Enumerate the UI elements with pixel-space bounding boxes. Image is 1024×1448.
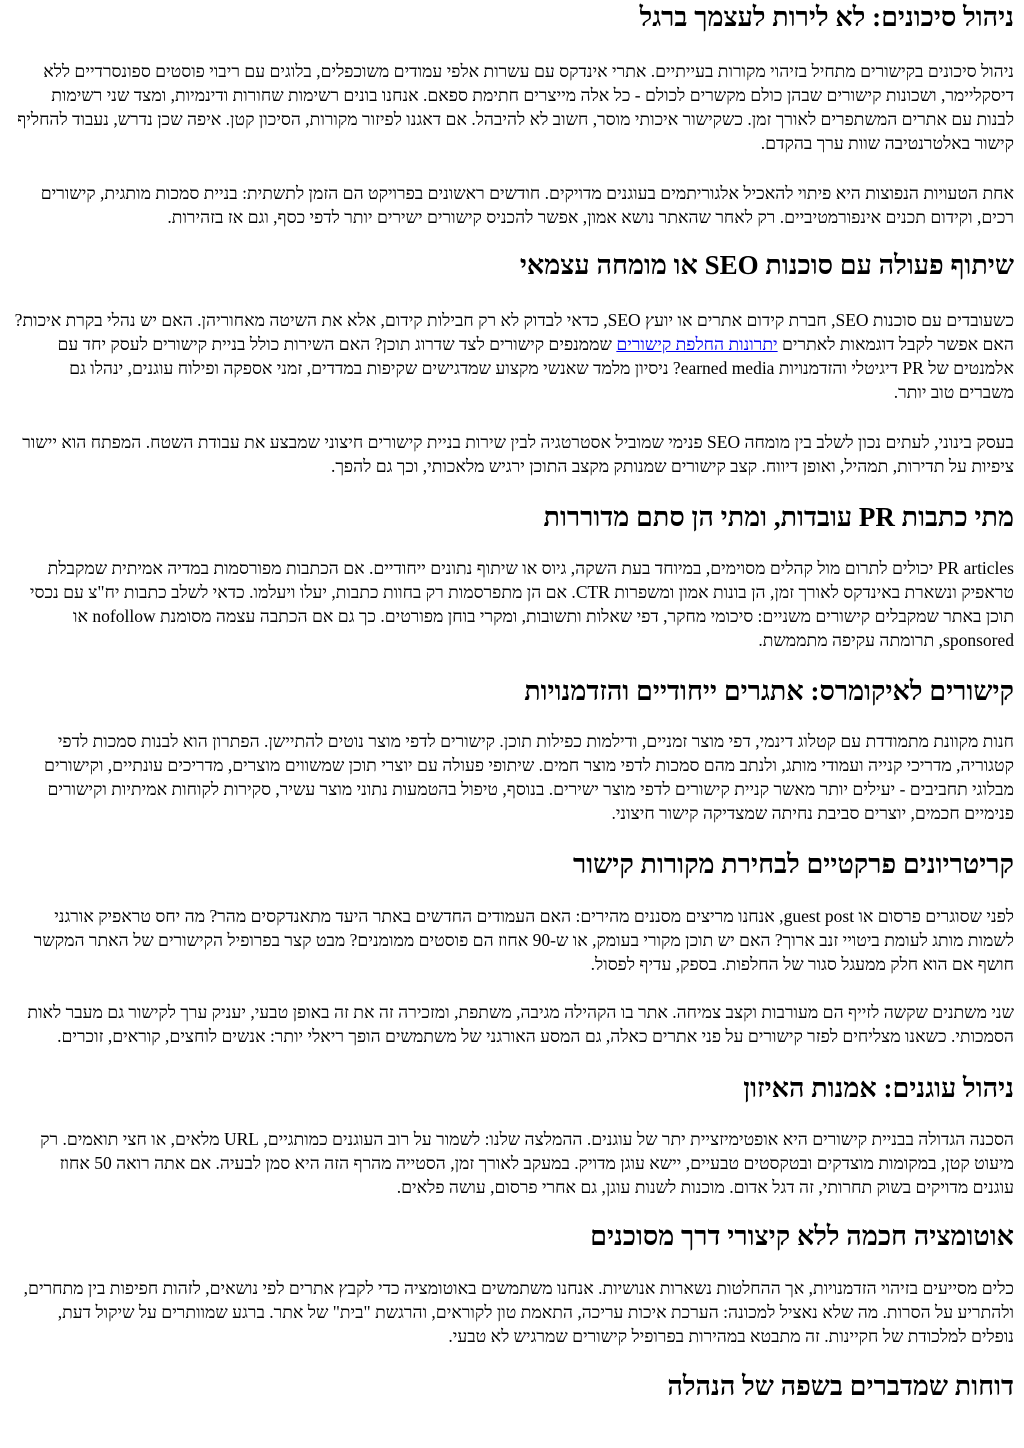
section-heading-seo-agency-collaboration: שיתוף פעולה עם סוכנות SEO או מומחה עצמאי (519, 250, 1014, 280)
paragraph-risk-management-1: ניהול סיכונים בקישורים מתחיל בזיהוי מקורות בעייתיים. אתרי אינדקס עם עשרות אלפי עמודים משוכפלים, בלוגים עם ריבוי פוסטים ספונסרדיים ללא דיסקליימר, ושכונות קישורים שבהן כולם מקשרים לכולם - כל אלה מייצרים חתימת ספאם. אנחנו בונים רשימות שחורות ודינמיות, ומצד שני רשימות לבנות עם אתרים המשתפרים לאורך זמן. כשקישור איכותי מוסר, חשוב לא להיבהל. אם דאגנו לפיזור מקורות, הסיכון קטן. איפה שכן נדרש, נעבוד להחליף קישור באלטרנטיבה שוות ערך בהקדם. (17, 61, 1014, 153)
paragraph-risk-management-2: אחת הטעויות הנפוצות היא פיתוי להאכיל אלגוריתמים בעוגנים מדויקים. חודשים ראשונים בפרויקט הם הזמן לתשתית: בניית סמכות מותגית, קישורים רכים, וקידום תכנים אינפורמטיביים. רק לאחר שהאתר נושא אמון, אפשר להכניס קישורים ישירים יותר לדפי כסף, וגם אז בזהירות. (40, 183, 1014, 227)
paragraph-seo-agency-1-text-after: שממנפים קישורים לצד שדרוג תוכן? האם השירות כולל בניית קישורים לעסק יחד עם אלמנטים של PR דיגיטלי והזדמנויות earned media? ניסיון מלמד שאנשי מקצוע שמדגישים שקיפות במדדים, זמני אספקה ופילוח עוגנים, ינהלו גם משברים טוב יותר. (57, 334, 1014, 402)
section-heading-smart-automation: אוטומציה חכמה ללא קיצורי דרך מסוכנים (590, 1221, 1014, 1251)
section-heading-ecommerce-links: קישורים לאיקומרס: אתגרים ייחודיים והזדמנויות (524, 676, 1014, 706)
paragraph-link-criteria-2: שני משתנים שקשה לזייף הם מעורבות וקצב צמיחה. אתר בו הקהילה מגיבה, משתפת, ומזכירה זה את זה באופן טבעי, יעניק ערך לקישור גם מעבר לאות הסמכותי. כשאנו מצליחים לפזר קישורים על פני אתרים כאלה, גם המסע האורגני של משתמשים הופך ריאלי יותר: אנשים לוחצים, קוראים, זוכרים. (27, 1002, 1014, 1046)
section-heading-anchor-management: ניהול עוגנים: אמנות האיזון (743, 1073, 1014, 1103)
paragraph-seo-agency-1-text-before: כשעובדים עם סוכנות SEO, חברת קידום אתרים או יועץ SEO, כדאי לבדוק לא רק חבילות קידום, אלא את השיטה מאחוריהן. האם יש נהלי בקרת איכות? האם אפשר לקבל דוגמאות לאתרים (14, 310, 1014, 354)
paragraph-ecommerce-1: חנות מקוונת מתמודדת עם קטלוג דינמי, דפי מוצר זמניים, ודילמות כפילות תוכן. קישורים לדפי מוצר נוטים להתיישן. הפתרון הוא לבנות סמכות לדפי קטגוריה, מדריכי קנייה ועמודי מותג, ולנתב מהם סמכות לדפי מוצר חמים. שיתופי פעולה עם יוצרי תוכן שמשווים מוצרים, מדריכים עונתיים, וקישורים מבלוגי תחביבים - יעילים יותר מאשר קניית קישורים לדפי מוצר ישירים. בנוסף, טיפול בהטמעות נתוני מוצר עשיר, סקירות לקוחות אמיתיות וקישורים פנימיים חכמים, יוצרים סביבת נחיתה שמצדיקה קישור חיצוני. (44, 731, 1014, 823)
paragraph-smart-automation-1: כלים מסייעים בזיהוי הזדמנויות, אך ההחלטות נשארות אנושיות. אנחנו משתמשים באוטומציה כדי לקבץ אתרים לפי נושאים, לזהות חפיפות בין מתחרים, ולהתריע על הסרות. מה שלא נאציל למכונה: הערכת איכות עריכה, התאמת טון לקוראים, והרגשת "בית" של אתר. ברגע שמוותרים על שיקול דעת, נופלים למלכודת של חקיינות. זה מתבטא במהירות בפרופיל קישורים שמרגיש לא טבעי. (23, 1278, 1014, 1346)
section-heading-link-source-criteria: קריטריונים פרקטיים לבחירת מקורות קישור (572, 849, 1014, 879)
paragraph-anchor-management-1: הסכנה הגדולה בבניית קישורים היא אופטימיזציית יתר של עוגנים. ההמלצה שלנו: לשמור על רוב העוגנים כמותגיים, URL מלאים, או חצי תואמים. רק מיעוט קטן, במקומות מוצדקים ובטקסטים טבעיים, יישא עוגן מדויק. במעקב לאורך זמן, הסטייה מהרף הזה היא סמן לבעיה. אם אתה רואה 50 אחוז עוגנים מדויקים בשוק תחרותי, זה דגל אדום. מוכנות לשנות עוגן, גם אחרי פרסום, עושה פלאים. (40, 1129, 1014, 1197)
paragraph-link-criteria-1: לפני שסוגרים פרסום או guest post, אנחנו מריצים מסננים מהירים: האם העמודים החדשים באתר היעד מתאנדקסים מהר? מה יחס טראפיק אורגני לשמות מותג לעומת ביטויי זנב ארוך? האם יש תוכן מקורי בעומק, או ש-90 אחוז הם פוסטים ממומנים? מבט קצר בפרופיל הקישורים של האתר המקשר חושף אם הוא חלק ממעגל סגור של החלפות. בספק, עדיף לפסול. (33, 906, 1014, 974)
section-heading-management-reports: דוחות שמדברים בשפה של הנהלה (667, 1371, 1014, 1401)
section-heading-risk-management: ניהול סיכונים: לא לירות לעצמך ברגל (639, 2, 1014, 32)
paragraph-seo-agency-1 (14, 308, 1014, 404)
link-link-exchange-benefits[interactable]: יתרונות החלפת קישורים (616, 334, 778, 354)
section-heading-pr-articles: מתי כתבות PR עובדות, ומתי הן סתם מדוררות (543, 502, 1014, 532)
paragraph-seo-agency-2: בעסק בינוני, לעתים נכון לשלב בין מומחה SEO פנימי שמוביל אסטרטגיה לבין שירות בניית קישורים חיצוני שמבצע את עבודת השטח. המפתח הוא יישור ציפיות על תדירות, תמהיל, ואופן דיווח. קצב קישורים שמנותק מקצב התוכן ירגיש מלאכותי, וכך גם להפך. (22, 432, 1014, 476)
paragraph-pr-articles-1: PR articles יכולים לתרום מול קהלים מסוימים, במיוחד בעת השקה, גיוס או שיתוף נתונים ייחודיים. אם הכתבות מפורסמות במדיה אמיתית שמקבלת טראפיק ונשארת באינדקס לאורך זמן, הן בונות אמון ומשפרות CTR. אם הן מתפרסמות רק בחוות כתבות, יעלו ויעלמו. כדאי לשלב כתבות יח"צ עם נכסי תוכן באתר שמקבלים קישורים משניים: סיכומי מחקר, דפי שאלות ותשובות, ומקרי בוחן מפורטים. כך גם אם הכתבה עצמה מסומנת nofollow או sponsored, תרומתה עקיפה מתממשת. (29, 558, 1014, 650)
